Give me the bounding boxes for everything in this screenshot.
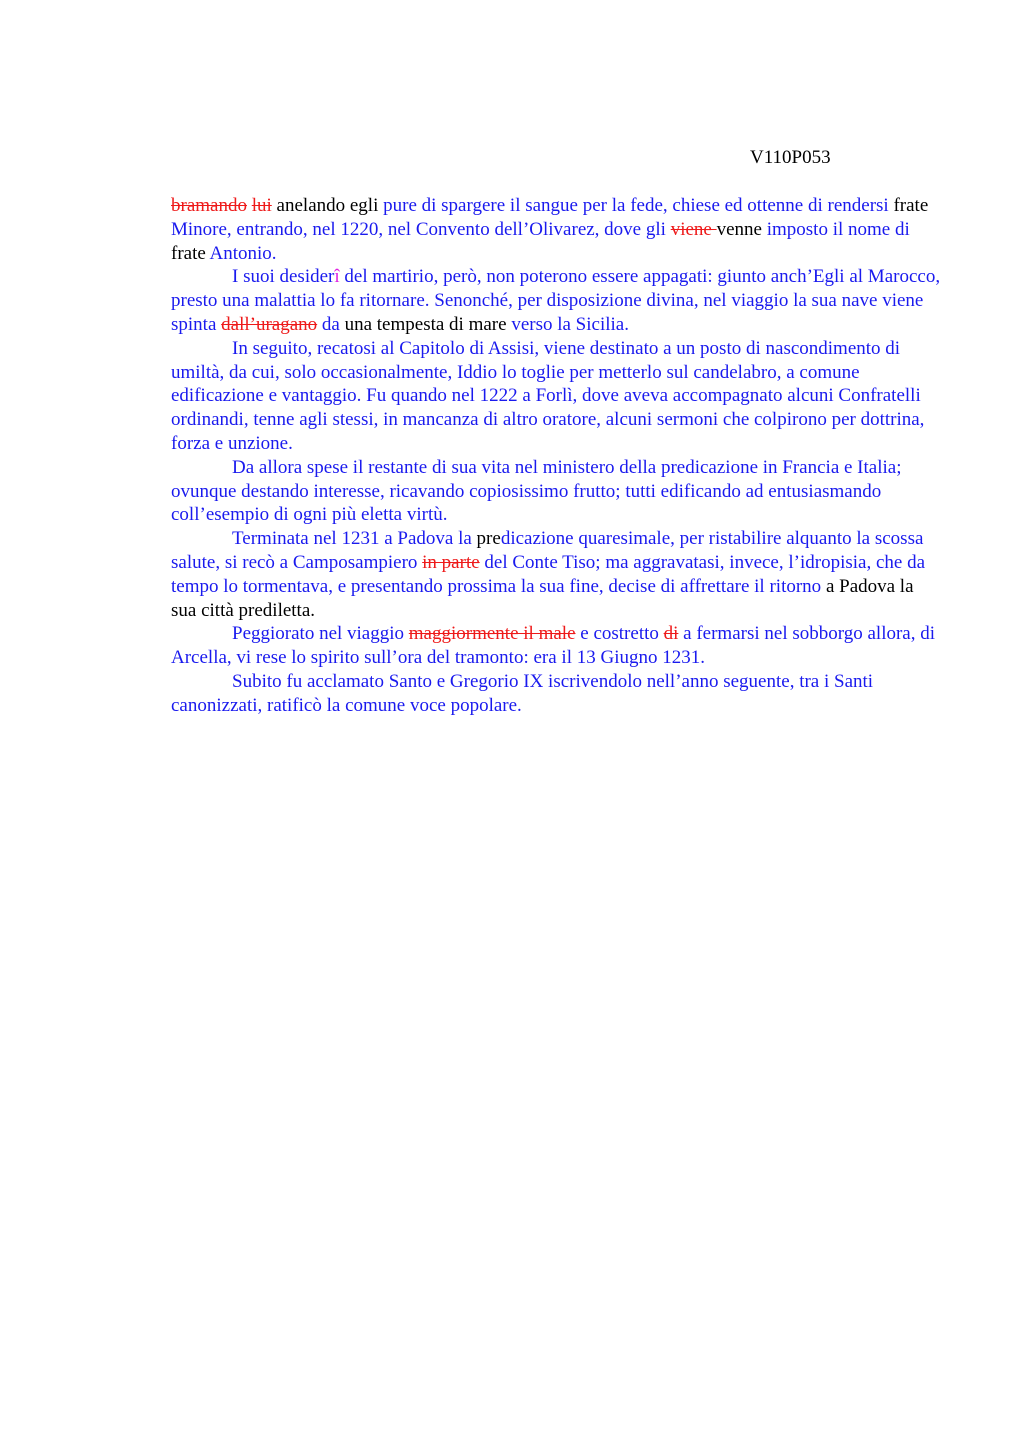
inserted-text: e costretto (575, 623, 664, 645)
deleted-text: bramando (171, 195, 247, 216)
paragraph (171, 194, 941, 265)
inserted-text: imposto il nome di (766, 218, 910, 240)
paragraph (171, 670, 941, 718)
deleted-text: lui (251, 195, 272, 216)
inserted-text: dicazione quaresimale, per ristabilire alquanto la scossa salute, si recò a Camposampiero (171, 528, 924, 573)
original-text: pre (476, 528, 501, 550)
deleted-text: in parte (422, 551, 480, 573)
inserted-text: I suoi desider (232, 266, 335, 288)
deleted-text: di (663, 623, 679, 645)
inserted-text: del martirio, però, non poterono essere appagati: giunto anch’Egli al Marocco, presto una malattia lo fa ritornare. Senonché, per disposizione divina, nel viaggio la sua nave viene spinta (171, 266, 941, 335)
inserted-text: Peggiorato nel viaggio (232, 623, 409, 645)
inserted-text: verso la Sicilia. (511, 313, 629, 335)
inserted-text: del Conte Tiso; ma aggravatasi, invece, l’idropisia, che da tempo lo tormentava, e presentando prossima la sua fine, decise di affrettare il ritorno (171, 551, 926, 597)
paragraph (171, 622, 941, 670)
original-text: a Padova la sua città prediletta. (171, 575, 914, 621)
inserted-text: In seguito, recatosi al Capitolo di Assisi, viene destinato a un posto di nascondimento di umiltà, da cui, solo occasionalmente, Iddio lo toglie per metterlo sul candelabro, a comune edificazione e vantaggio. Fu quando nel 1222 a Forlì, dove aveva accompagnato alcuni Confratelli ordinandi, tenne agli stessi, in mancanza di altro oratore, alcuni sermoni che colpirono per dottrina, forza e unzione. (171, 337, 925, 454)
paragraph (171, 527, 941, 622)
inserted-text: da (317, 313, 340, 335)
deleted-text: maggiormente il male (408, 623, 576, 645)
inserted-text: Subito fu acclamato Santo e Gregorio IX iscrivendolo nell’anno seguente, tra i Santi canonizzati, ratificò la comune voce popolare. (171, 670, 874, 716)
paragraph (171, 337, 941, 456)
paragraph (171, 265, 941, 336)
paragraph (171, 456, 941, 527)
deleted-text: dall’uragano (221, 313, 318, 335)
inserted-text: Terminata nel 1231 a Padova la (232, 528, 477, 550)
document-body (171, 194, 941, 718)
accent-mark: î (334, 266, 340, 288)
original-text: una tempesta di mare (339, 313, 512, 335)
page-identifier: V110P053 (750, 147, 831, 168)
inserted-text: Minore, entrando, nel 1220, nel Convento dell’Olivarez, dove gli (171, 218, 671, 240)
deleted-text: viene (670, 218, 717, 240)
original-text: frate (888, 195, 929, 216)
inserted-text: a fermarsi nel sobborgo allora, di Arcella, vi rese lo spirito sull’ora del tramonto: era il 13 Giugno 1231. (171, 623, 936, 669)
original-text: anelando egli (271, 195, 384, 216)
inserted-text: Da allora spese il restante di sua vita nel ministero della predicazione in Francia e Italia; ovunque destando interesse, ricavando copiosissimo frutto; tutti edificando ad entusiasmando coll’esempio di ogni più eletta virtù. (171, 456, 902, 526)
original-text: frate (171, 242, 210, 264)
inserted-text: pure di spargere il sangue per la fede, chiese ed ottenne di rendersi (383, 195, 889, 216)
original-text: venne (716, 218, 767, 240)
inserted-text: Antonio. (209, 242, 277, 264)
